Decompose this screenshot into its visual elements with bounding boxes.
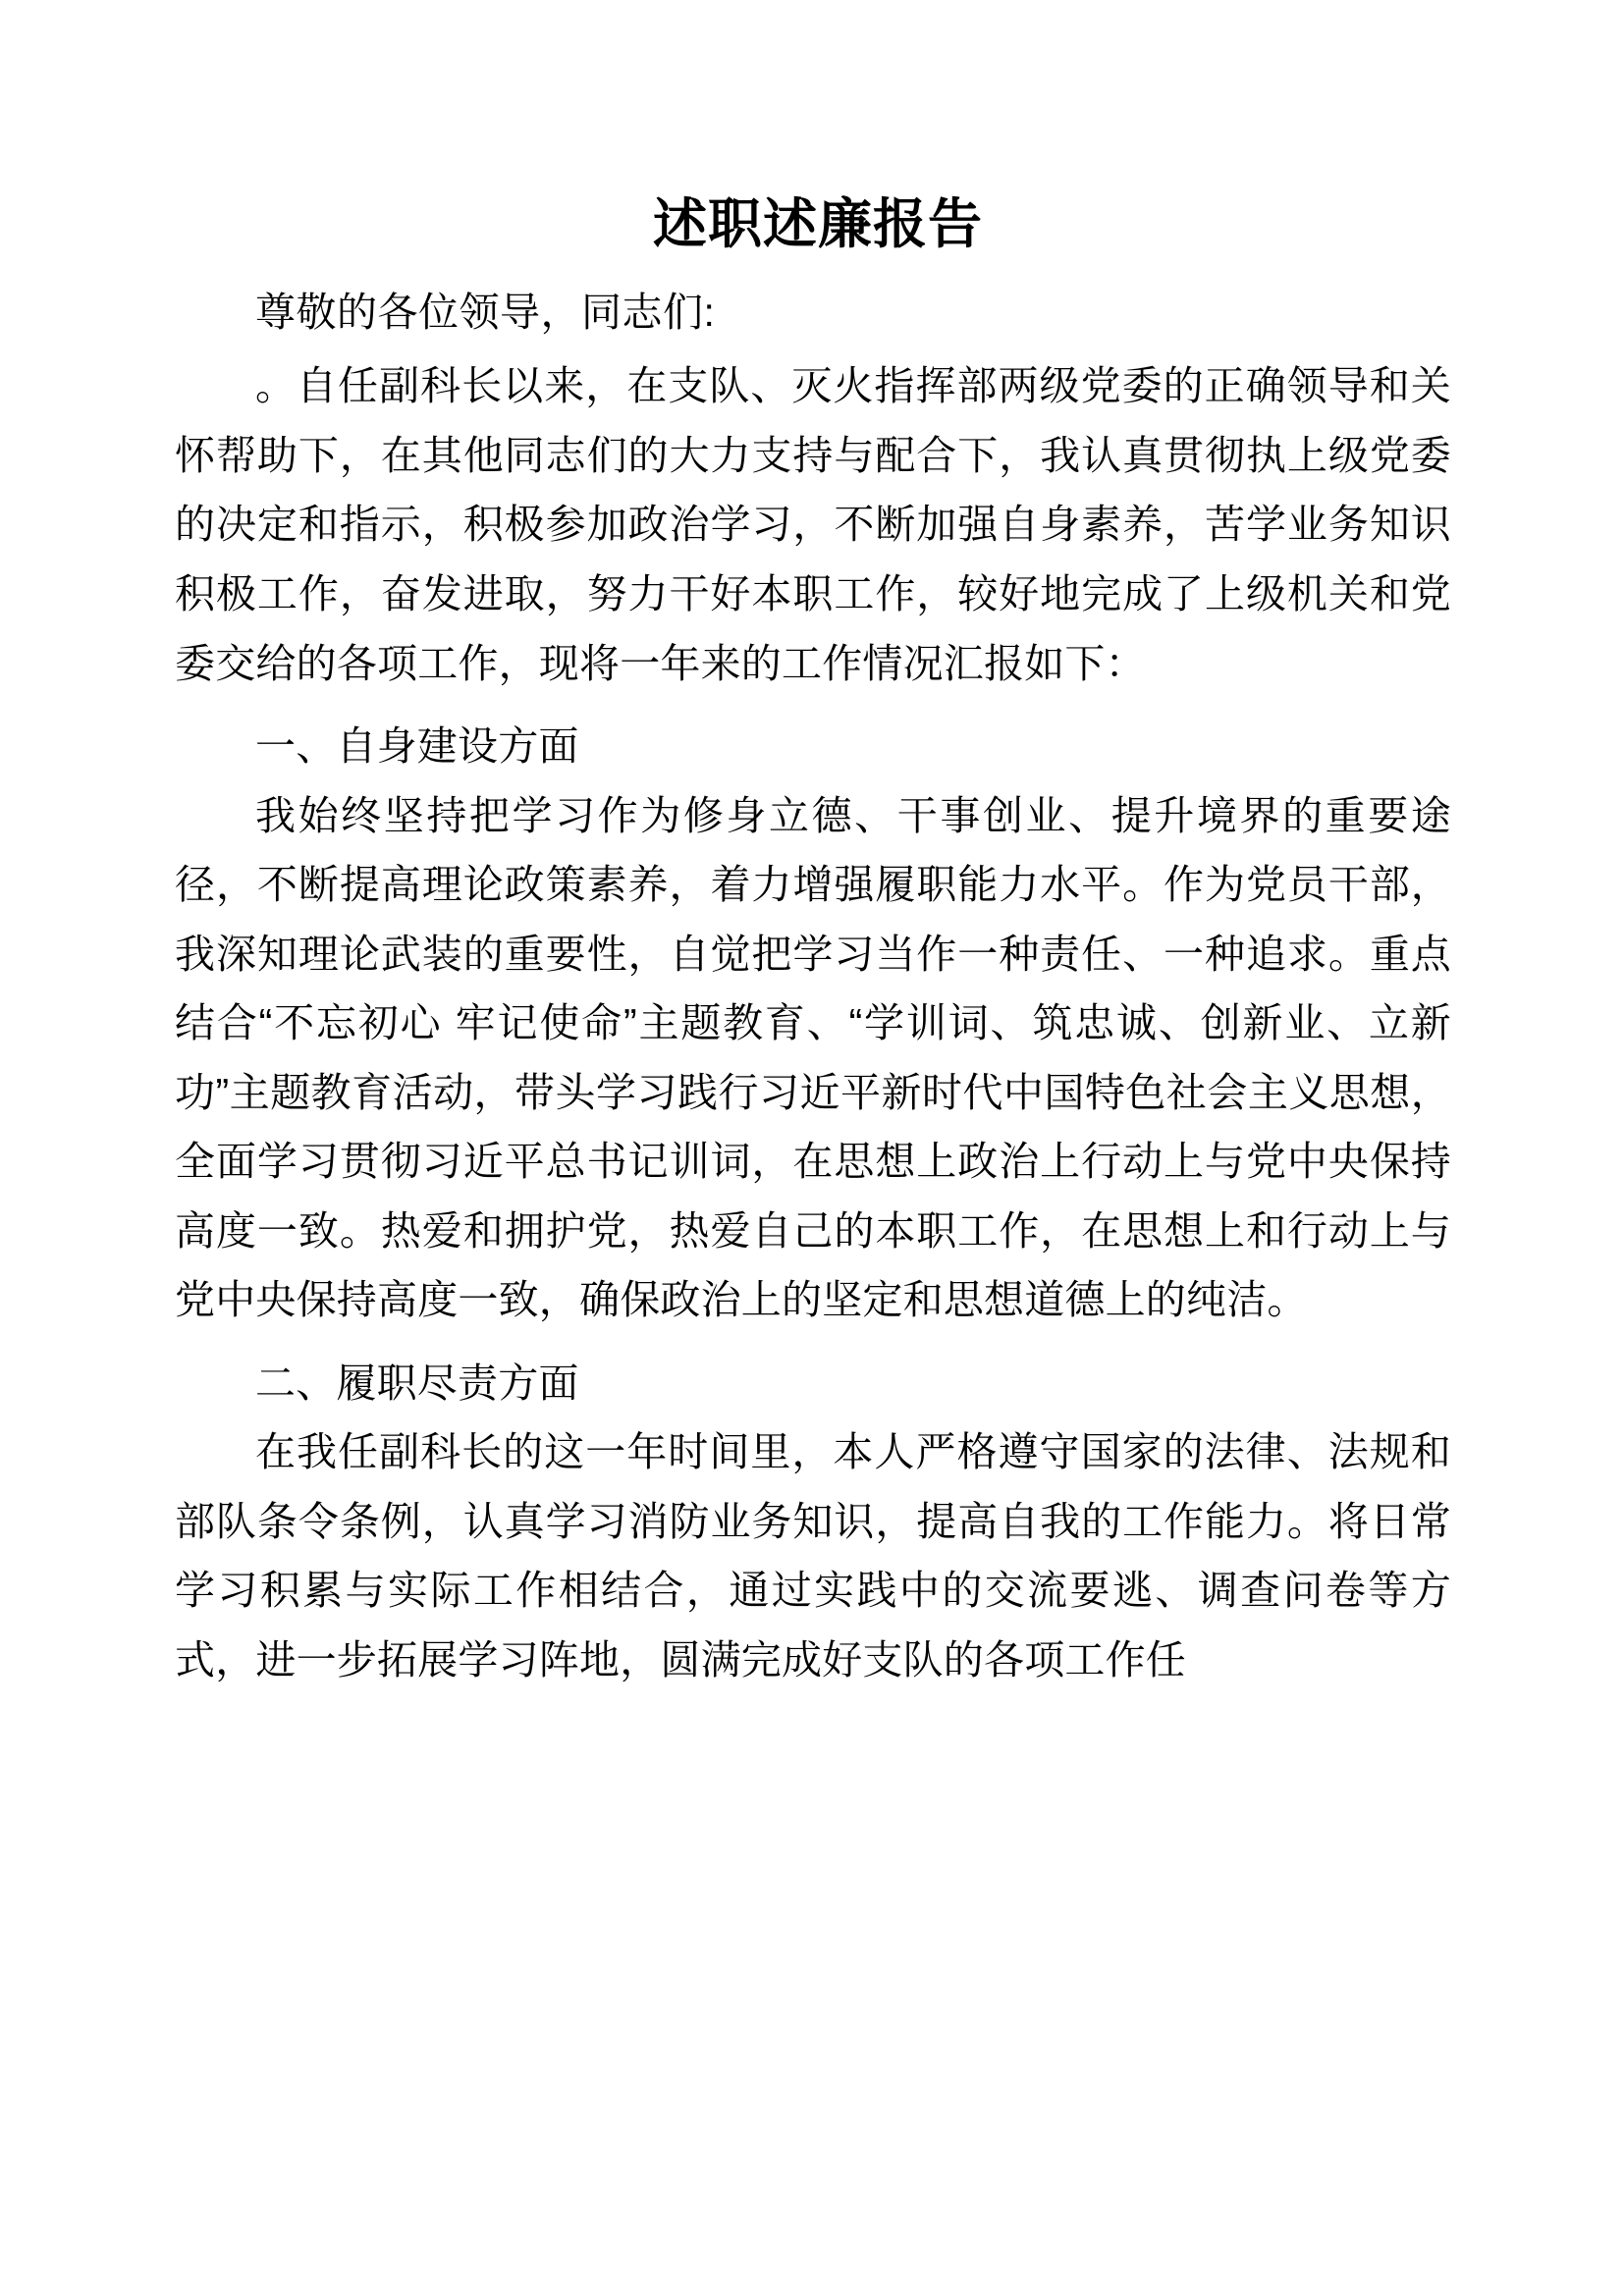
document-content [175, 192, 1451, 1696]
salutation-line: 尊敬的各位领导，同志们: [255, 289, 716, 335]
section-heading-2: 二、履职尽责方面 [255, 1360, 579, 1406]
section-paragraph-2: 在我任副科长的这一年时间里，本人严格遵守国家的法律、法规和部队条令条例，认真学习消防业务知识，提高自我的工作能力。将日常学习积累与实际工作相结合，通过实践中的交流要逃、调查问卷等方式，进一步拓展学习阵地，圆满完成好支队的各项工作任 [175, 1429, 1451, 1682]
section-block-2 [175, 1349, 1451, 1695]
section-heading-1: 一、自身建设方面 [255, 723, 579, 770]
intro-paragraph: 。自任副科长以来，在支队、灭火指挥部两级党委的正确领导和关怀帮助下，在其他同志们的大力支持与配合下，我认真贯彻执上级党委的决定和指示，积极参加政治学习，不断加强自身素养，苦学业务知识积极工作，奋发进取，努力干好本职工作，较好地完成了上级机关和党委交给的各项工作，现将一年来的工作情况汇报如下： [175, 363, 1451, 686]
section-paragraph-1: 我始终坚持把学习作为修身立德、干事创业、提升境界的重要途径，不断提高理论政策素养，着力增强履职能力水平。作为党员干部，我深知理论武装的重要性，自觉把学习当作一种责任、一种追求。重点结合“不忘初心 牢记使命”主题教育、“学训词、筑忠诚、创新业、立新功”主题教育活动，带头学习践行习近平新时代中国特色社会主义思想，全面学习贯彻习近平总书记训词，在思想上政治上行动上与党中央保持高度一致。热爱和拥护党，热爱自己的本职工作，在思想上和行动上与党中央保持高度一致，确保政治上的坚定和思想道德上的纯洁。 [175, 792, 1451, 1323]
section-block-1 [175, 712, 1451, 1335]
page-title: 述职述廉报告 [652, 193, 983, 254]
